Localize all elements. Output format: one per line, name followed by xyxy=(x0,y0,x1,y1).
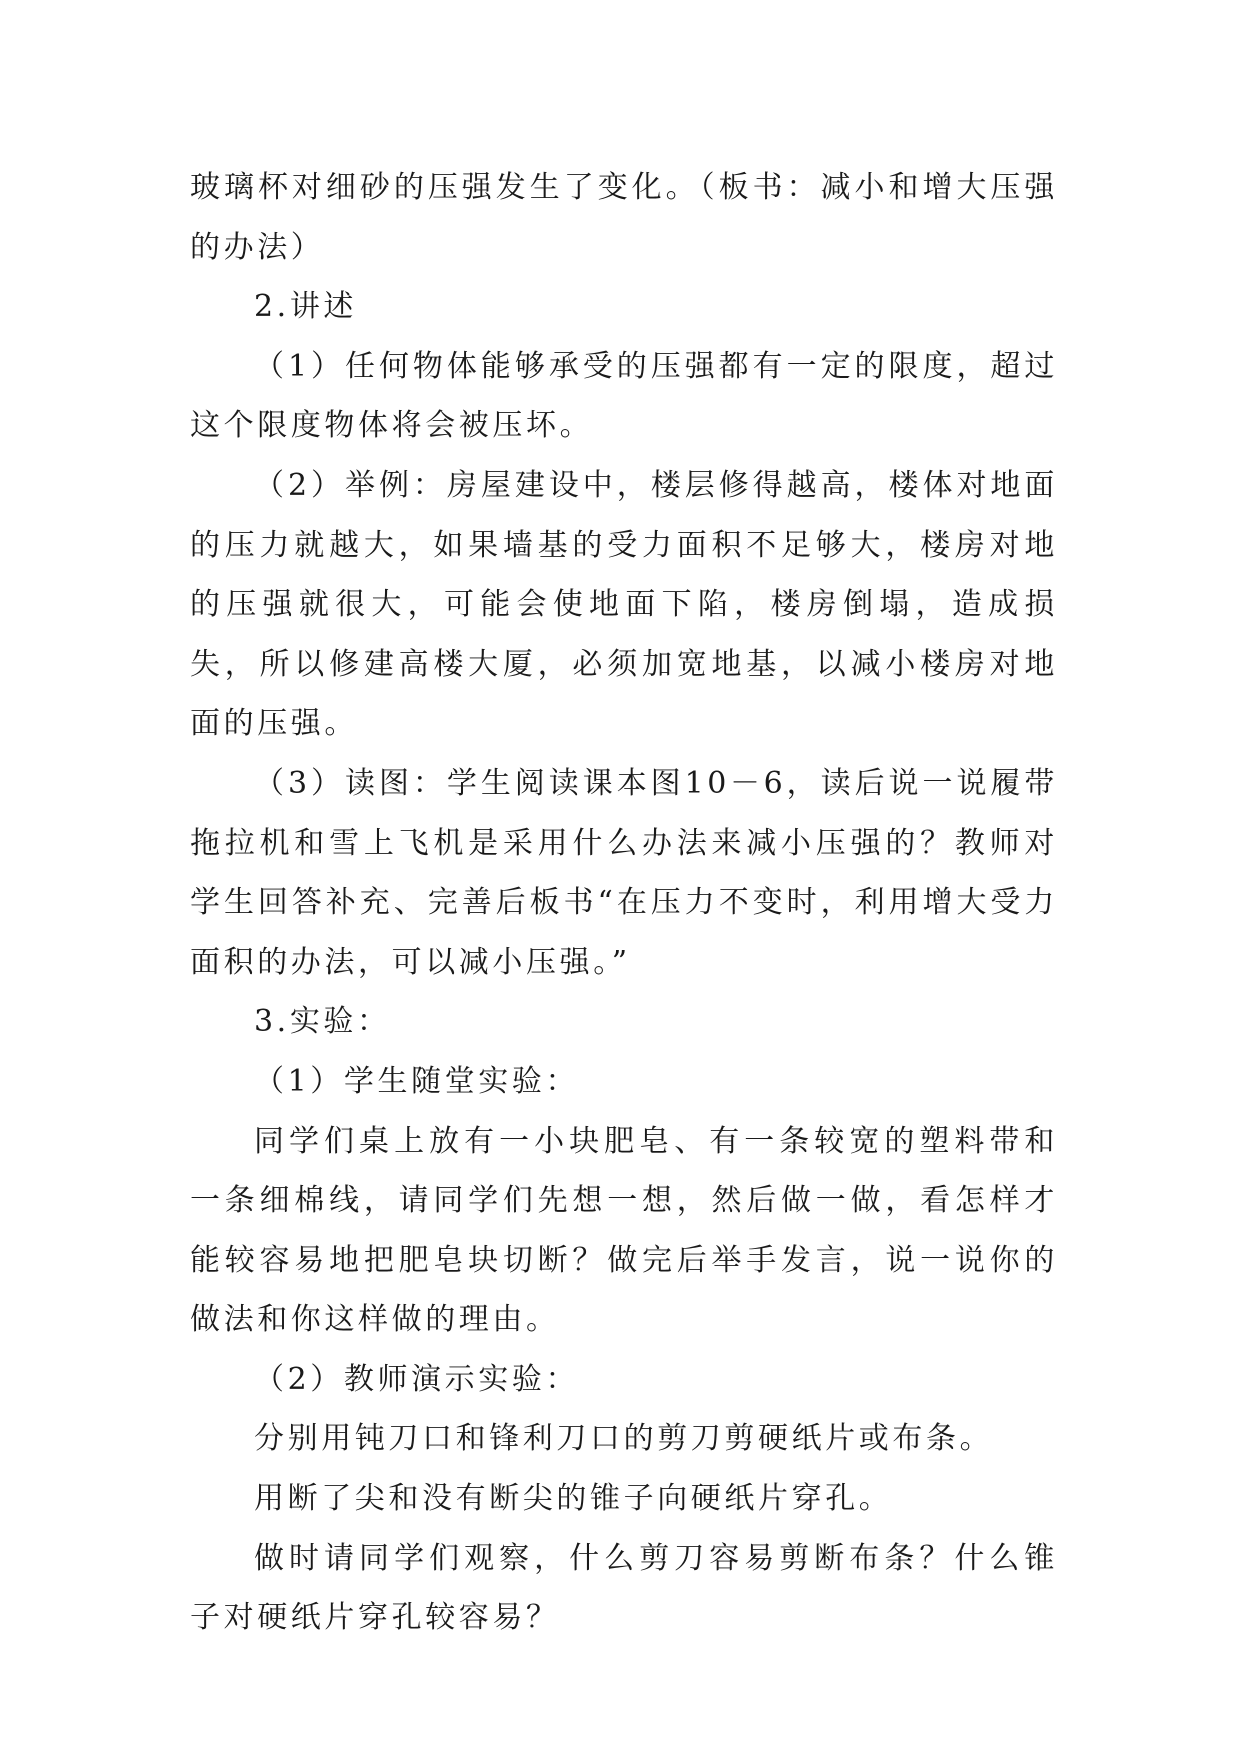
paragraph-scissors-demo: 分别用钝刀口和锋利刀口的剪刀剪硬纸片或布条。 xyxy=(254,1421,994,1457)
subheading-student-experiment: （1）学生随堂实验： xyxy=(254,1063,580,1099)
paragraph-pressure-limit: （1）任何物体能够承受的压强都有一定的限度，超过这个限度物体将会被压坏。 xyxy=(190,348,1058,444)
paragraph-awl-demo: 用断了尖和没有断尖的锥子向硬纸片穿孔。 xyxy=(254,1481,893,1517)
subheading-teacher-demo: （2）教师演示实验： xyxy=(254,1361,580,1397)
paragraph-observation-question: 做时请同学们观察，什么剪刀容易剪断布条？什么锥子对硬纸片穿孔较容易？ xyxy=(190,1540,1058,1636)
paragraph-1: 玻璃杯对细砂的压强发生了变化。（板书：减小和增大压强的办法） xyxy=(190,170,1058,265)
paragraph-example: （2）举例：房屋建设中，楼层修得越高，楼体对地面的压力就越大，如果墙基的受力面积不足够大，楼房对地的压强就很大，可能会使地面下陷，楼房倒塌，造成损失，所以修建高楼大厦，必须加宽地基，以减小楼房对地面的压强。 xyxy=(190,467,1058,742)
section-heading-experiment: 3.实验： xyxy=(254,1004,391,1040)
paragraph-student-experiment: 同学们桌上放有一小块肥皂、有一条较宽的塑料带和一条细棉线，请同学们先想一想，然后做一做，看怎样才能较容易地把肥皂块切断？做完后举手发言，说一说你的做法和你这样做的理由。 xyxy=(190,1123,1058,1338)
paragraph-reading-figure: （3）读图：学生阅读课本图10－6，读后说一说履带拖拉机和雪上飞机是采用什么办法来减小压强的？教师对学生回答补充、完善后板书“在压力不变时，利用增大受力面积的办法，可以减小压强。” xyxy=(190,765,1058,980)
document-body xyxy=(190,158,1058,1648)
section-heading-lecture: 2.讲述 xyxy=(254,289,358,325)
